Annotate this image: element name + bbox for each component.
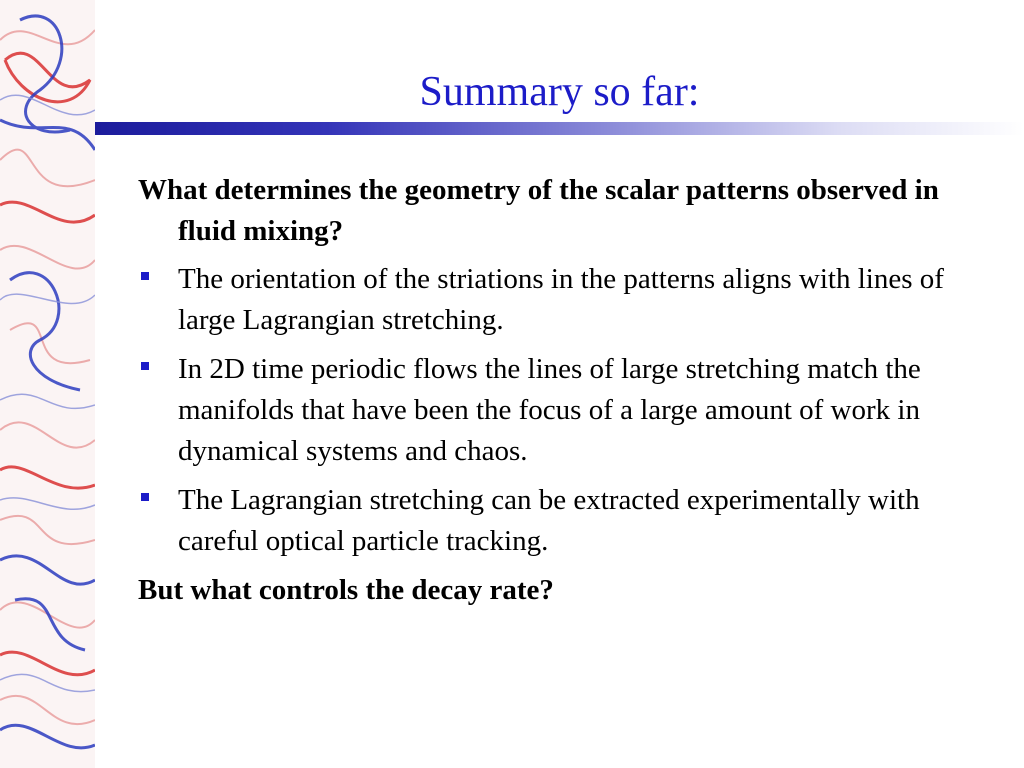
slide-content [138,170,998,611]
closing-question: But what controls the decay rate? [138,574,554,606]
fluid-mixing-side-image [0,0,95,768]
bullet-text: The orientation of the striations in the patterns aligns with lines of large Lagrangian stretching. [178,263,944,336]
title-underline [95,122,1024,135]
bullet-text: In 2D time periodic flows the lines of large stretching match the manifolds that have been the focus of a large amount of work in dynamical systems and chaos. [178,353,921,467]
question-heading: What determines the geometry of the scalar patterns observed in fluid mixing? [138,174,939,247]
square-bullet-icon [141,493,149,501]
square-bullet-icon [141,272,149,280]
square-bullet-icon [141,362,149,370]
bullet-text: The Lagrangian stretching can be extracted experimentally with careful optical particle tracking. [178,484,920,557]
bullet-list [138,259,998,562]
bullet-item [138,349,998,472]
slide-title: Summary so far: [419,69,700,115]
bullet-item [138,259,998,341]
bullet-item [138,480,998,562]
